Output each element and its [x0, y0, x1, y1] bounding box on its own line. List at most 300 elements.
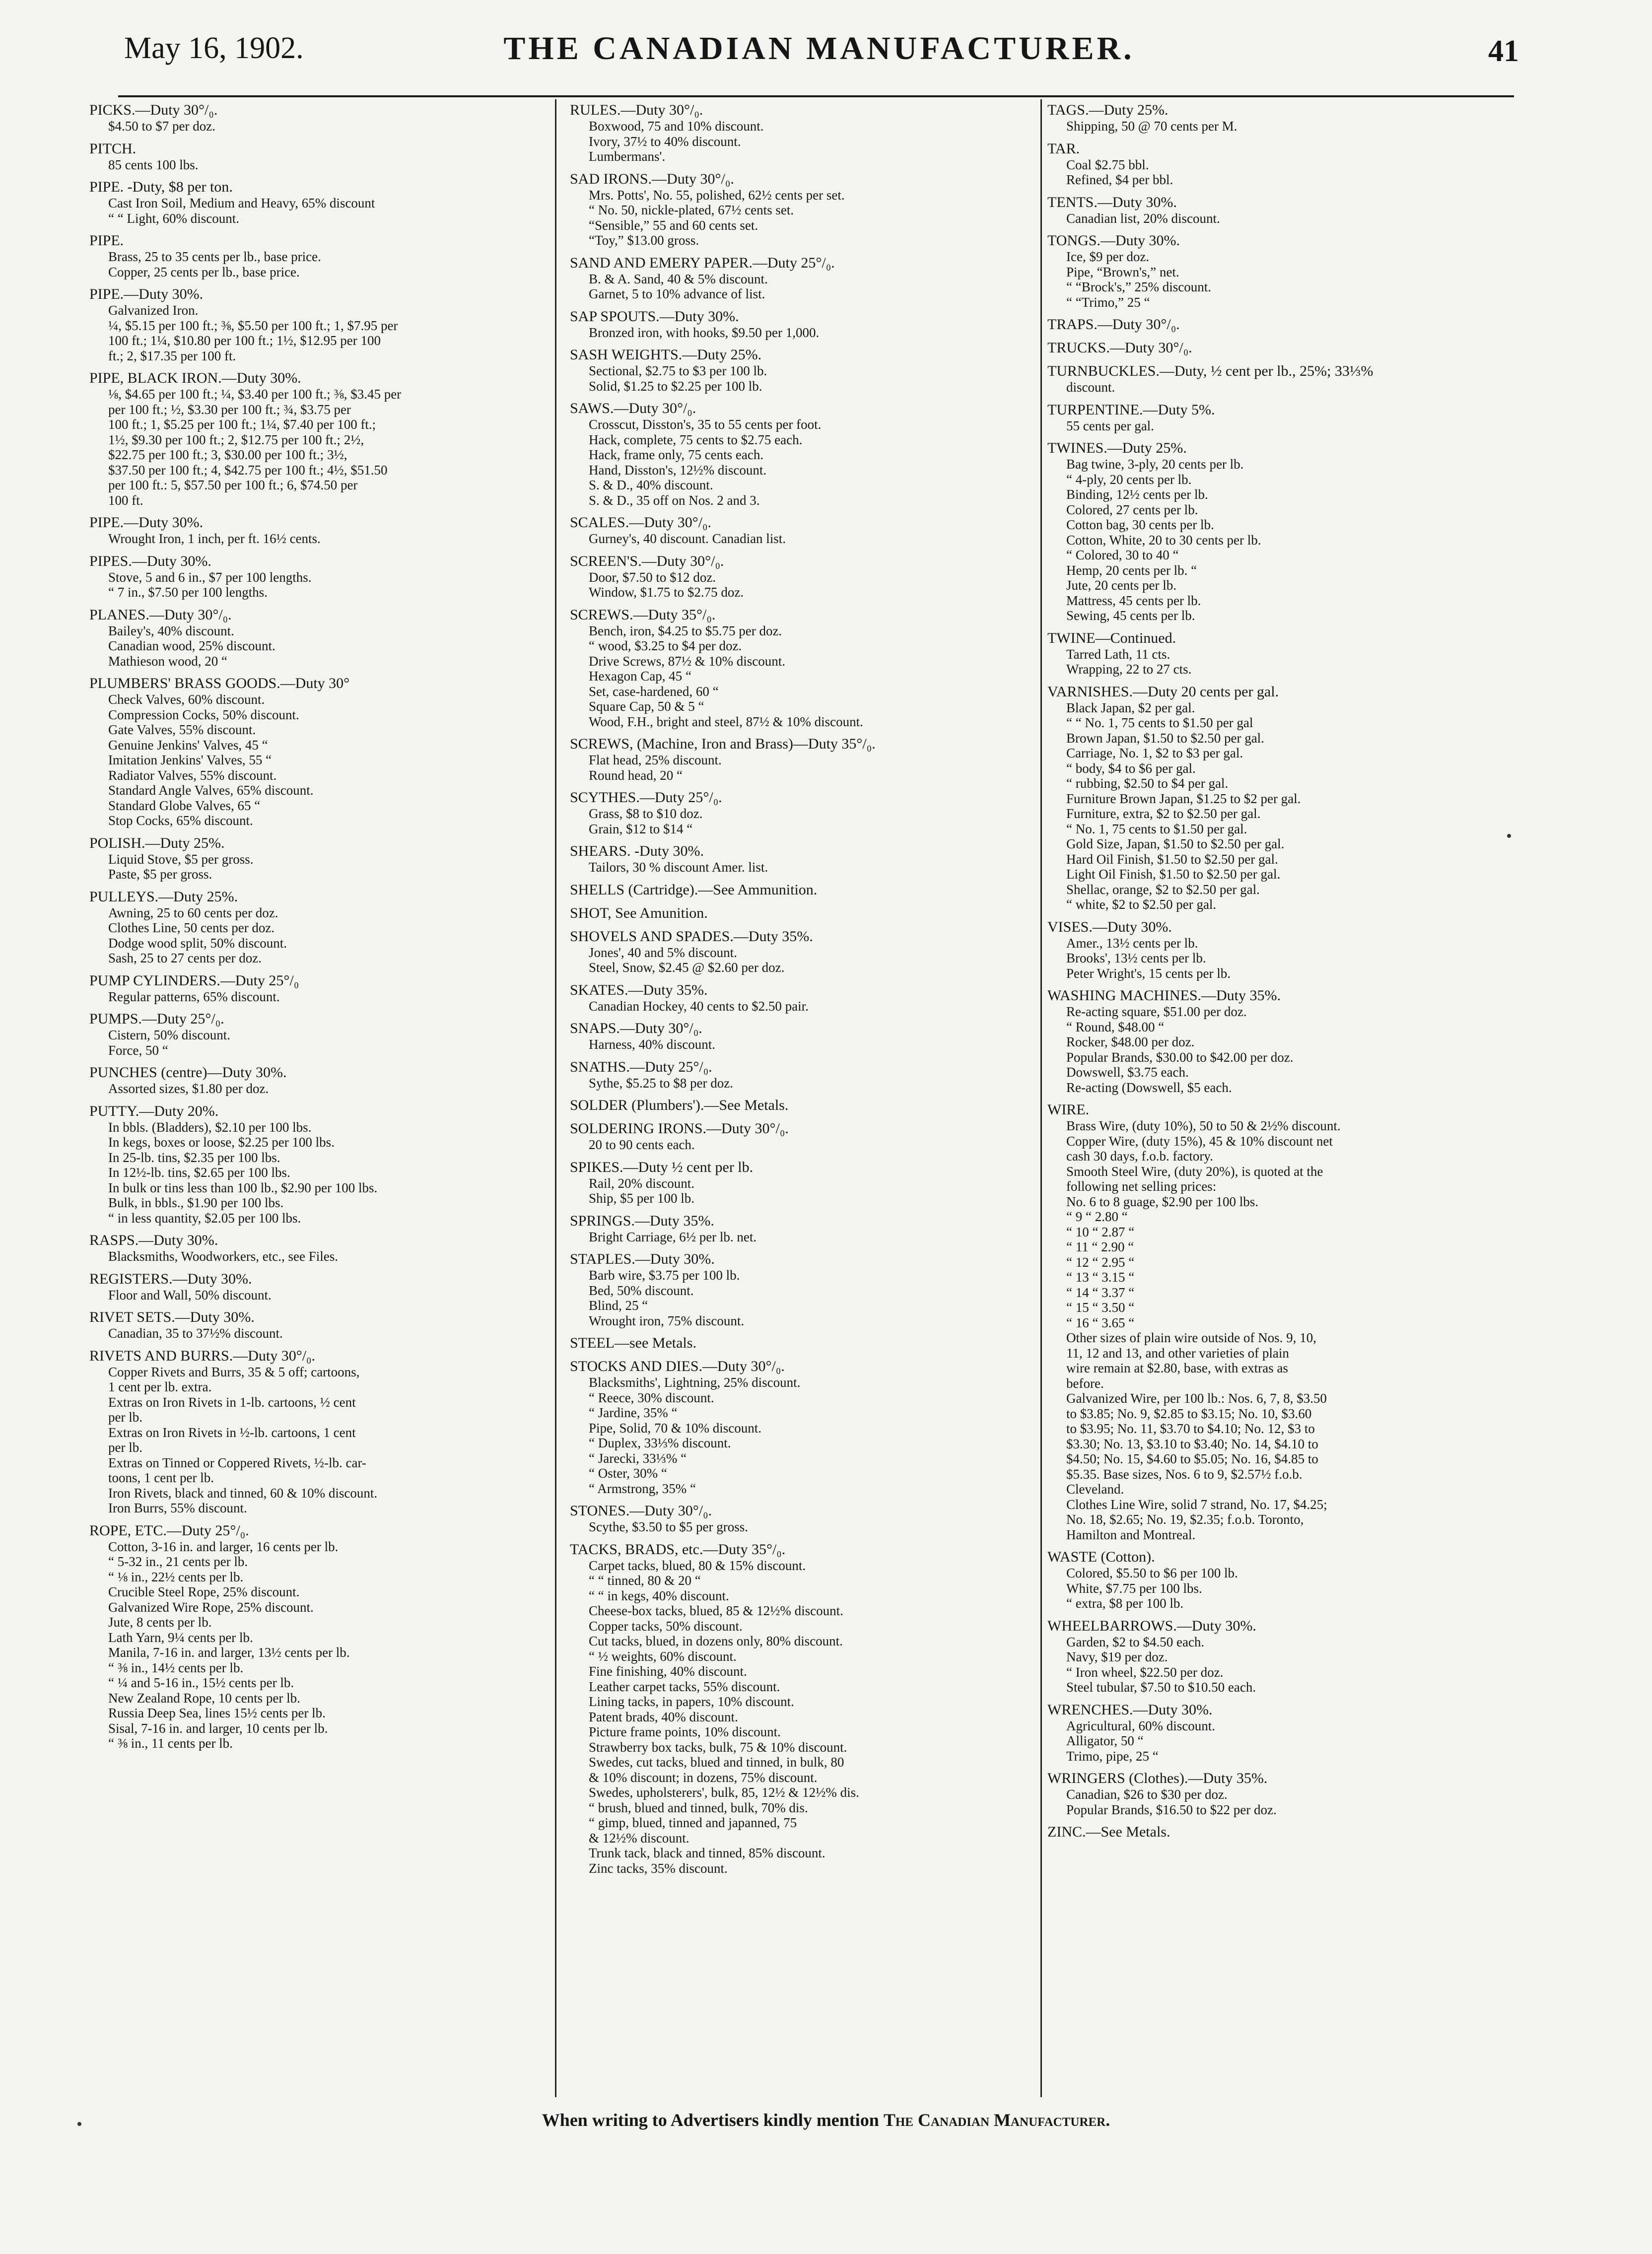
- entry-line: 55 cents per gal.: [1066, 418, 1154, 433]
- entry-line: $5.35. Base sizes, Nos. 6 to 9, $2.57½ f.o.b.: [1066, 1466, 1303, 1482]
- entry-line: S. & D., 40% discount.: [589, 478, 713, 492]
- entry-line: Jute, 8 cents per lb.: [108, 1615, 212, 1630]
- entry-line: No. 18, $2.65; No. 19, $2.35; f.o.b. Toronto,: [1066, 1512, 1304, 1527]
- entry-line: Brooks', 13½ cents per lb.: [1066, 951, 1206, 965]
- entry-heading: SOLDER (Plumbers').—See Metals.: [570, 1097, 789, 1113]
- entry-heading: WASHING MACHINES.—Duty 35%.: [1047, 987, 1281, 1004]
- entry-line: Dodge wood split, 50% discount.: [108, 935, 287, 951]
- entry-heading: TAGS.—Duty 25%.: [1047, 102, 1169, 118]
- entry-line: “ 16 “ 3.65 “: [1066, 1315, 1135, 1330]
- entry-line: “ 10 “ 2.87 “: [1066, 1224, 1135, 1239]
- entry-line: Canadian wood, 25% discount.: [108, 638, 275, 653]
- price-entry: [89, 553, 551, 600]
- entry-line: Bulk, in bbls., $1.90 per 100 lbs.: [108, 1195, 284, 1210]
- entry-line: Mathieson wood, 20 “: [108, 653, 227, 669]
- entry-line: Rocker, $48.00 per doz.: [1066, 1034, 1195, 1049]
- price-entry: [89, 1064, 551, 1096]
- price-entry: [89, 102, 551, 134]
- entry-line: Wood, F.H., bright and steel, 87½ & 10% discount.: [589, 714, 863, 729]
- entry-line: Re-acting square, $51.00 per doz.: [1066, 1004, 1247, 1019]
- price-entry: [570, 346, 1036, 394]
- entry-line: “ brush, blued and tinned, bulk, 70% dis.: [589, 1800, 808, 1815]
- entry-line: Clothes Line Wire, solid 7 strand, No. 17, $4.25;: [1066, 1497, 1327, 1512]
- entry-line: Wrought iron, 75% discount.: [589, 1313, 745, 1328]
- entry-line: Carriage, No. 1, $2 to $3 per gal.: [1066, 746, 1243, 760]
- entry-line: 20 to 90 cents each.: [589, 1137, 695, 1152]
- entry-line: Gurney's, 40 discount. Canadian list.: [589, 531, 786, 546]
- entry-line: Steel tubular, $7.50 to $10.50 each.: [1066, 1680, 1256, 1695]
- entry-line: “ in less quantity, $2.05 per 100 lbs.: [108, 1210, 301, 1226]
- entry-line: Jute, 20 cents per lb.: [1066, 578, 1176, 593]
- entry-line: Cast Iron Soil, Medium and Heavy, 65% discount: [108, 196, 375, 210]
- entry-heading: TAR.: [1047, 140, 1080, 157]
- entry-heading: REGISTERS.—Duty 30%.: [89, 1270, 252, 1287]
- entry-heading: SNAPS.—Duty 30°/₀.: [570, 1020, 702, 1036]
- price-entry: [1047, 630, 1524, 677]
- entry-line: Hack, frame only, 75 cents each.: [589, 447, 764, 462]
- entry-heading: RIVET SETS.—Duty 30%.: [89, 1309, 255, 1325]
- entry-line: Cotton bag, 30 cents per lb.: [1066, 517, 1214, 532]
- print-speck: [1507, 834, 1511, 838]
- entry-line: Hamilton and Montreal.: [1066, 1527, 1196, 1542]
- entry-line: Tailors, 30 % discount Amer. list.: [589, 860, 768, 875]
- entry-line: Shipping, 50 @ 70 cents per M.: [1066, 119, 1238, 134]
- entry-line: Popular Brands, $16.50 to $22 per doz.: [1066, 1802, 1277, 1817]
- entry-heading: SCREEN'S.—Duty 30°/₀.: [570, 552, 724, 569]
- entry-heading: SPIKES.—Duty ½ cent per lb.: [570, 1159, 754, 1175]
- entry-line: Canadian Hockey, 40 cents to $2.50 pair.: [589, 998, 809, 1014]
- column-1: [89, 102, 551, 1758]
- price-entry: [1047, 194, 1524, 226]
- entry-line: Cheese-box tacks, blued, 85 & 12½% discount.: [589, 1603, 843, 1618]
- entry-line: Copper, 25 cents per lb., base price.: [108, 264, 300, 279]
- entry-heading: ZINC.—See Metals.: [1047, 1824, 1170, 1840]
- entry-line: Extras on Iron Rivets in ½-lb. cartoons, 1 cent: [108, 1425, 356, 1440]
- entry-heading: TWINES.—Duty 25%.: [1047, 440, 1187, 456]
- entry-heading: WASTE (Cotton).: [1047, 1549, 1155, 1565]
- price-entry: [570, 843, 1036, 875]
- entry-line: Iron Burrs, 55% discount.: [108, 1501, 247, 1515]
- entry-line: Crosscut, Disston's, 35 to 55 cents per foot.: [589, 417, 822, 432]
- entry-heading: PULLEYS.—Duty 25%.: [89, 888, 238, 905]
- price-entry: [1047, 919, 1524, 981]
- entry-line: “ Jarecki, 33⅓% “: [589, 1450, 687, 1466]
- entry-line: “ No. 1, 75 cents to $1.50 per gal.: [1066, 821, 1247, 836]
- price-entry: [89, 179, 551, 226]
- entry-line: “ gimp, blued, tinned and japanned, 75: [589, 1815, 797, 1830]
- entry-line: Sisal, 7-16 in. and larger, 10 cents per lb.: [108, 1720, 328, 1736]
- entry-line: & 10% discount; in dozens, 75% discount.: [589, 1770, 818, 1785]
- entry-line: toons, 1 cent per lb.: [108, 1470, 214, 1485]
- entry-line: Copper Rivets and Burrs, 35 & 5 off; cartoons,: [108, 1364, 360, 1379]
- entry-heading: ROPE, ETC.—Duty 25°/₀.: [89, 1522, 249, 1539]
- price-entry: [570, 982, 1036, 1014]
- entry-line: “ Oster, 30% “: [589, 1466, 667, 1481]
- price-entry: [570, 1159, 1036, 1206]
- entry-heading: WRINGERS (Clothes).—Duty 35%.: [1047, 1770, 1268, 1786]
- entry-line: Grass, $8 to $10 doz.: [589, 806, 703, 821]
- entry-line: In kegs, boxes or loose, $2.25 per 100 lbs.: [108, 1135, 335, 1150]
- entry-line: “ 15 “ 3.50 “: [1066, 1300, 1135, 1315]
- entry-line: “ “Brock's,” 25% discount.: [1066, 279, 1212, 294]
- price-entry: [1047, 102, 1524, 134]
- entry-line: Door, $7.50 to $12 doz.: [589, 569, 716, 585]
- entry-line: 1 cent per lb. extra.: [108, 1379, 212, 1394]
- entry-heading: VARNISHES.—Duty 20 cents per gal.: [1047, 683, 1279, 700]
- entry-line: Cut tacks, blued, in dozens only, 80% discount.: [589, 1634, 843, 1648]
- entry-heading: SHEARS. -Duty 30%.: [570, 843, 704, 859]
- entry-heading: POLISH.—Duty 25%.: [89, 834, 225, 851]
- masthead: THE CANADIAN MANUFACTURER.: [503, 30, 1135, 67]
- entry-line: “Toy,” $13.00 gross.: [589, 233, 699, 248]
- entry-line: Galvanized Wire Rope, 25% discount.: [108, 1599, 314, 1615]
- entry-heading: SHOT, See Amunition.: [570, 904, 708, 921]
- entry-line: Navy, $19 per doz.: [1066, 1649, 1168, 1664]
- entry-line: “ Iron wheel, $22.50 per doz.: [1066, 1664, 1224, 1680]
- price-entry: [89, 286, 551, 363]
- entry-line: Swedes, cut tacks, blued and tinned, in bulk, 80: [589, 1755, 844, 1770]
- entry-line: Sewing, 45 cents per lb.: [1066, 608, 1195, 623]
- price-entry: [570, 514, 1036, 546]
- entry-line: ft.; 2, $17.35 per 100 ft.: [108, 348, 236, 363]
- entry-line: “ ⅜ in., 14½ cents per lb.: [108, 1660, 244, 1675]
- price-entry: [570, 171, 1036, 248]
- entry-line: “ “Trimo,” 25 “: [1066, 294, 1150, 310]
- price-entry: [570, 308, 1036, 341]
- price-entry: [570, 400, 1036, 508]
- entry-line: “ ⅜ in., 11 cents per lb.: [108, 1736, 233, 1751]
- footer-notice: [0, 2110, 1652, 2130]
- entry-heading: PUTTY.—Duty 20%.: [89, 1102, 219, 1119]
- price-entry: [89, 1522, 551, 1751]
- entry-line: Colored, 27 cents per lb.: [1066, 502, 1198, 517]
- price-entry: [89, 1348, 551, 1516]
- entry-line: Carpet tacks, blued, 80 & 15% discount.: [589, 1558, 806, 1573]
- entry-heading: STEEL—see Metals.: [570, 1335, 696, 1351]
- entry-line: “ ¼ and 5-16 in., 15½ cents per lb.: [108, 1675, 294, 1690]
- entry-line: per lb.: [108, 1440, 142, 1455]
- entry-line: Galvanized Wire, per 100 lb.: Nos. 6, 7, 8, $3.50: [1066, 1391, 1327, 1406]
- price-entry: [89, 675, 551, 828]
- entry-line: Smooth Steel Wire, (duty 20%), is quoted at the: [1066, 1163, 1323, 1179]
- entry-line: “ 4-ply, 20 cents per lb.: [1066, 472, 1192, 487]
- entry-heading: STOCKS AND DIES.—Duty 30°/₀.: [570, 1358, 785, 1374]
- column-2: [570, 102, 1036, 1882]
- entry-line: Dowswell, $3.75 each.: [1066, 1065, 1189, 1080]
- entry-heading: STAPLES.—Duty 30%.: [570, 1251, 715, 1267]
- price-entry: [1047, 987, 1524, 1095]
- page-header: [119, 31, 1519, 75]
- entry-line: Canadian, 35 to 37½% discount.: [108, 1326, 283, 1341]
- entry-line: Russia Deep Sea, lines 15½ cents per lb.: [108, 1706, 326, 1720]
- entry-line: Brass Wire, (duty 10%), 50 to 50 & 2½% discount.: [1066, 1118, 1341, 1133]
- price-entry: [89, 1271, 551, 1303]
- entry-line: Blacksmiths', Lightning, 25% discount.: [589, 1375, 801, 1390]
- entry-line: Swedes, upholsterers', bulk, 85, 12½ & 12½% dis.: [589, 1785, 859, 1800]
- entry-line: before.: [1066, 1375, 1104, 1391]
- entry-line: per 100 ft.: 5, $57.50 per 100 ft.; 6, $74.50 per: [108, 478, 358, 492]
- entry-line: In bulk or tins less than 100 lb., $2.90 per 100 lbs.: [108, 1180, 378, 1195]
- entry-line: “ “ tinned, 80 & 20 “: [589, 1573, 701, 1588]
- entry-line: Alligator, 50 “: [1066, 1733, 1144, 1748]
- entry-line: Standard Globe Valves, 65 “: [108, 798, 261, 813]
- entry-line: Copper Wire, (duty 15%), 45 & 10% discount net: [1066, 1133, 1333, 1149]
- entry-line: Awning, 25 to 60 cents per doz.: [108, 905, 278, 920]
- entry-line: Re-acting (Dowswell, $5 each.: [1066, 1080, 1232, 1095]
- price-entry: [570, 553, 1036, 600]
- entry-line: Ship, $5 per 100 lb.: [589, 1191, 694, 1206]
- entry-line: $37.50 per 100 ft.; 4, $42.75 per 100 ft.; 4½, $51.50: [108, 462, 388, 478]
- entry-heading: WHEELBARROWS.—Duty 30%.: [1047, 1617, 1256, 1634]
- entry-line: per lb.: [108, 1410, 142, 1425]
- entry-line: Drive Screws, 87½ & 10% discount.: [589, 653, 785, 669]
- entry-line: Furniture, extra, $2 to $2.50 per gal.: [1066, 806, 1261, 821]
- entry-line: Bailey's, 40% discount.: [108, 623, 234, 638]
- entry-line: Binding, 12½ cents per lb.: [1066, 487, 1208, 502]
- issue-date: May 16, 1902.: [124, 31, 304, 65]
- entry-line: Extras on Iron Rivets in 1-lb. cartoons, ½ cent: [108, 1394, 356, 1410]
- entry-line: “ 11 “ 2.90 “: [1066, 1239, 1134, 1254]
- price-entry: [570, 1503, 1036, 1535]
- price-entry: [1047, 140, 1524, 188]
- entry-line: “ Colored, 30 to 40 “: [1066, 547, 1179, 562]
- price-entry: [1047, 1549, 1524, 1611]
- entry-line: “ “ No. 1, 75 cents to $1.50 per gal: [1066, 715, 1253, 730]
- entry-heading: VISES.—Duty 30%.: [1047, 918, 1172, 935]
- price-entry: [1047, 1702, 1524, 1764]
- entry-heading: PIPE.—Duty 30%.: [89, 514, 204, 531]
- entry-line: Peter Wright's, 15 cents per lb.: [1066, 965, 1231, 981]
- entry-line: discount.: [1066, 380, 1115, 395]
- entry-line: Coal $2.75 bbl.: [1066, 157, 1149, 172]
- price-entry: [570, 928, 1036, 975]
- entry-heading: PITCH.: [89, 140, 137, 157]
- entry-line: Hack, complete, 75 cents to $2.75 each.: [589, 432, 803, 447]
- entry-line: Canadian, $26 to $30 per doz.: [1066, 1787, 1228, 1802]
- entry-line: Check Valves, 60% discount.: [108, 692, 265, 707]
- entry-heading: SAP SPOUTS.—Duty 30%.: [570, 308, 739, 325]
- entry-line: Ivory, 37½ to 40% discount.: [589, 134, 741, 149]
- entry-line: Trimo, pipe, 25 “: [1066, 1748, 1159, 1764]
- entry-line: Brass, 25 to 35 cents per lb., base price.: [108, 249, 321, 264]
- entry-heading: SCREWS, (Machine, Iron and Brass)—Duty 35°/₀.: [570, 736, 876, 752]
- entry-line: “ 9 “ 2.80 “: [1066, 1209, 1128, 1224]
- entry-line: Round head, 20 “: [589, 767, 683, 783]
- print-speck: [77, 2122, 81, 2126]
- entry-line: In bbls. (Bladders), $2.10 per 100 lbs.: [108, 1119, 312, 1135]
- entry-line: Crucible Steel Rope, 25% discount.: [108, 1584, 300, 1599]
- entry-line: Cleveland.: [1066, 1482, 1124, 1497]
- entry-line: “ ⅛ in., 22½ cents per lb.: [108, 1569, 244, 1584]
- entry-line: Lath Yarn, 9¼ cents per lb.: [108, 1630, 253, 1645]
- entry-line: 100 ft.; 1, $5.25 per 100 ft.; 1¼, $7.40 per 100 ft.;: [108, 417, 376, 432]
- entry-heading: WIRE.: [1047, 1101, 1090, 1118]
- entry-line: Barb wire, $3.75 per 100 lb.: [589, 1268, 740, 1283]
- entry-heading: TWINE—Continued.: [1047, 629, 1176, 646]
- entry-line: Sectional, $2.75 to $3 per 100 lb.: [589, 363, 767, 378]
- entry-line: Furniture Brown Japan, $1.25 to $2 per gal.: [1066, 791, 1301, 806]
- entry-line: Liquid Stove, $5 per gross.: [108, 851, 254, 867]
- entry-line: Flat head, 25% discount.: [589, 752, 722, 767]
- price-entry: [570, 736, 1036, 783]
- entry-line: Colored, $5.50 to $6 per 100 lb.: [1066, 1566, 1238, 1580]
- entry-line: Radiator Valves, 55% discount.: [108, 767, 277, 783]
- entry-line: Paste, $5 per gross.: [108, 867, 212, 882]
- entry-line: Cotton, 3-16 in. and larger, 16 cents per lb.: [108, 1539, 339, 1554]
- entry-line: Pipe, Solid, 70 & 10% discount.: [589, 1420, 762, 1435]
- price-entry: [570, 789, 1036, 836]
- entry-line: Bronzed iron, with hooks, $9.50 per 1,000.: [589, 325, 820, 340]
- price-entry: [570, 882, 1036, 898]
- price-entry: [1047, 683, 1524, 912]
- price-entry: [1047, 316, 1524, 333]
- entry-line: Ice, $9 per doz.: [1066, 249, 1150, 264]
- entry-heading: PICKS.—Duty 30°/₀.: [89, 102, 218, 118]
- column-divider-2: [1040, 99, 1042, 2097]
- entry-line: Tarred Lath, 11 cts.: [1066, 646, 1170, 662]
- entry-heading: SAD IRONS.—Duty 30°/₀.: [570, 170, 734, 187]
- entry-heading: TACKS, BRADS, etc.—Duty 35°/₀.: [570, 1541, 786, 1558]
- price-entry: [570, 1059, 1036, 1091]
- entry-line: Lining tacks, in papers, 10% discount.: [589, 1694, 794, 1709]
- price-entry: [89, 370, 551, 508]
- entry-heading: PIPE. -Duty, $8 per ton.: [89, 179, 233, 195]
- entry-line: Extras on Tinned or Coppered Rivets, ½-lb. car-: [108, 1455, 366, 1470]
- entry-line: 100 ft.; 1¼, $10.80 per 100 ft.; 1½, $12.95 per 100: [108, 333, 381, 348]
- price-entry: [570, 1213, 1036, 1245]
- entry-line: Lumbermans'.: [589, 149, 666, 164]
- entry-line: Hemp, 20 cents per lb. “: [1066, 562, 1197, 578]
- entry-line: Manila, 7-16 in. and larger, 13½ cents per lb.: [108, 1645, 350, 1660]
- price-entry: [570, 1097, 1036, 1114]
- price-entry: [89, 1309, 551, 1341]
- entry-line: ¼, $5.15 per 100 ft.; ⅜, $5.50 per 100 ft.; 1, $7.95 per: [108, 318, 398, 333]
- entry-line: Wrought Iron, 1 inch, per ft. 16½ cents.: [108, 531, 321, 546]
- entry-line: Shellac, orange, $2 to $2.50 per gal.: [1066, 882, 1260, 897]
- price-entry: [89, 1232, 551, 1264]
- entry-line: Canadian list, 20% discount.: [1066, 210, 1220, 226]
- entry-heading: PUMPS.—Duty 25°/₀.: [89, 1011, 224, 1027]
- entry-line: In 12½-lb. tins, $2.65 per 100 lbs.: [108, 1165, 290, 1180]
- entry-line: Mattress, 45 cents per lb.: [1066, 593, 1201, 608]
- entry-line: “ white, $2 to $2.50 per gal.: [1066, 897, 1217, 912]
- price-entry: [89, 835, 551, 882]
- price-entry: [570, 1541, 1036, 1876]
- entry-line: Brown Japan, $1.50 to $2.50 per gal.: [1066, 730, 1264, 746]
- price-entry: [89, 140, 551, 173]
- entry-line: Patent brads, 40% discount.: [589, 1709, 738, 1724]
- entry-line: “ Jardine, 35% “: [589, 1405, 678, 1420]
- price-entry: [89, 972, 551, 1005]
- entry-line: Solid, $1.25 to $2.25 per 100 lb.: [589, 378, 762, 394]
- entry-line: Refined, $4 per bbl.: [1066, 172, 1173, 187]
- entry-line: Hexagon Cap, 45 “: [589, 669, 691, 683]
- entry-line: Bench, iron, $4.25 to $5.75 per doz.: [589, 623, 782, 638]
- entry-line: Agricultural, 60% discount.: [1066, 1718, 1215, 1733]
- price-entry: [1047, 1824, 1524, 1841]
- entry-line: Blind, 25 “: [589, 1298, 648, 1313]
- entry-line: 11, 12 and 13, and other varieties of plain: [1066, 1345, 1289, 1361]
- entry-line: Picture frame points, 10% discount.: [589, 1724, 781, 1739]
- price-entry: [1047, 1770, 1524, 1817]
- price-entry: [1047, 340, 1524, 356]
- entry-line: Leather carpet tacks, 55% discount.: [589, 1679, 780, 1694]
- entry-line: cash 30 days, f.o.b. factory.: [1066, 1149, 1213, 1163]
- entry-heading: STONES.—Duty 30°/₀.: [570, 1503, 712, 1519]
- entry-heading: PLANES.—Duty 30°/₀.: [89, 606, 232, 623]
- entry-line: “ Armstrong, 35% “: [589, 1481, 696, 1496]
- price-entry: [89, 514, 551, 546]
- entry-heading: SCREWS.—Duty 35°/₀.: [570, 606, 716, 623]
- entry-line: $22.75 per 100 ft.; 3, $30.00 per 100 ft.; 3½,: [108, 447, 347, 462]
- entry-heading: SHELLS (Cartridge).—See Ammunition.: [570, 881, 818, 898]
- entry-line: “ extra, $8 per 100 lb.: [1066, 1596, 1184, 1611]
- entry-line: Imitation Jenkins' Valves, 55 “: [108, 752, 272, 767]
- entry-heading: PUMP CYLINDERS.—Duty 25°/₀: [89, 972, 299, 989]
- entry-line: Gate Valves, 55% discount.: [108, 722, 256, 737]
- entry-line: “ No. 50, nickle-plated, 67½ cents set.: [589, 203, 794, 217]
- entry-heading: PLUMBERS' BRASS GOODS.—Duty 30°: [89, 675, 350, 691]
- entry-line: Fine finishing, 40% discount.: [589, 1664, 747, 1679]
- price-entry: [570, 1120, 1036, 1153]
- entry-heading: PIPES.—Duty 30%.: [89, 552, 211, 569]
- entry-line: In 25-lb. tins, $2.35 per 100 lbs.: [108, 1150, 280, 1165]
- price-entry: [89, 232, 551, 279]
- entry-line: Bag twine, 3-ply, 20 cents per lb.: [1066, 457, 1244, 472]
- entry-line: “ 14 “ 3.37 “: [1066, 1285, 1135, 1300]
- entry-line: “ Duplex, 33⅓% discount.: [589, 1435, 731, 1450]
- entry-line: Harness, 40% discount.: [589, 1037, 715, 1052]
- entry-heading: PIPE.—Duty 30%.: [89, 286, 204, 302]
- entry-heading: RASPS.—Duty 30%.: [89, 1232, 218, 1248]
- entry-line: Garden, $2 to $4.50 each.: [1066, 1634, 1205, 1649]
- entry-heading: SCYTHES.—Duty 25°/₀.: [570, 789, 722, 806]
- price-entry: [89, 1011, 551, 1058]
- price-entry: [570, 607, 1036, 730]
- footer-publication: The Canadian Manufacturer.: [883, 2110, 1110, 2130]
- entry-line: “ 12 “ 2.95 “: [1066, 1254, 1135, 1270]
- entry-line: Bright Carriage, 6½ per lb. net.: [589, 1229, 757, 1244]
- entry-heading: SPRINGS.—Duty 35%.: [570, 1212, 714, 1229]
- price-entry: [570, 255, 1036, 302]
- column-divider-1: [555, 99, 556, 2097]
- column-3: [1047, 102, 1524, 1847]
- entry-line: Popular Brands, $30.00 to $42.00 per doz.: [1066, 1049, 1294, 1065]
- entry-line: Standard Angle Valves, 65% discount.: [108, 783, 314, 798]
- entry-line: New Zealand Rope, 10 cents per lb.: [108, 1690, 300, 1706]
- entry-line: Stove, 5 and 6 in., $7 per 100 lengths.: [108, 569, 312, 585]
- entry-line: Floor and Wall, 50% discount.: [108, 1287, 272, 1302]
- price-entry: [570, 102, 1036, 164]
- entry-line: Light Oil Finish, $1.50 to $2.50 per gal.: [1066, 867, 1281, 882]
- entry-line: Wrapping, 22 to 27 cts.: [1066, 662, 1192, 677]
- entry-line: Pipe, “Brown's,” net.: [1066, 264, 1179, 279]
- entry-heading: RIVETS AND BURRS.—Duty 30°/₀.: [89, 1347, 316, 1364]
- entry-line: White, $7.75 per 100 lbs.: [1066, 1580, 1202, 1596]
- price-entry: [570, 1335, 1036, 1352]
- entry-line: Other sizes of plain wire outside of Nos. 9, 10,: [1066, 1330, 1316, 1345]
- page-number: 41: [1488, 34, 1519, 68]
- entry-line: “ wood, $3.25 to $4 per doz.: [589, 638, 742, 653]
- entry-line: Strawberry box tacks, bulk, 75 & 10% discount.: [589, 1739, 847, 1755]
- entry-line: Zinc tacks, 35% discount.: [589, 1860, 728, 1876]
- entry-line: to $3.85; No. 9, $2.85 to $3.15; No. 10, $3.60: [1066, 1406, 1312, 1421]
- entry-line: “ Reece, 30% discount.: [589, 1390, 714, 1405]
- price-entry: [570, 1251, 1036, 1328]
- entry-line: 1½, $9.30 per 100 ft.; 2, $12.75 per 100 ft.; 2½,: [108, 432, 364, 447]
- price-entry: [570, 1358, 1036, 1496]
- entry-line: Trunk tack, black and tinned, 85% discount.: [589, 1845, 826, 1860]
